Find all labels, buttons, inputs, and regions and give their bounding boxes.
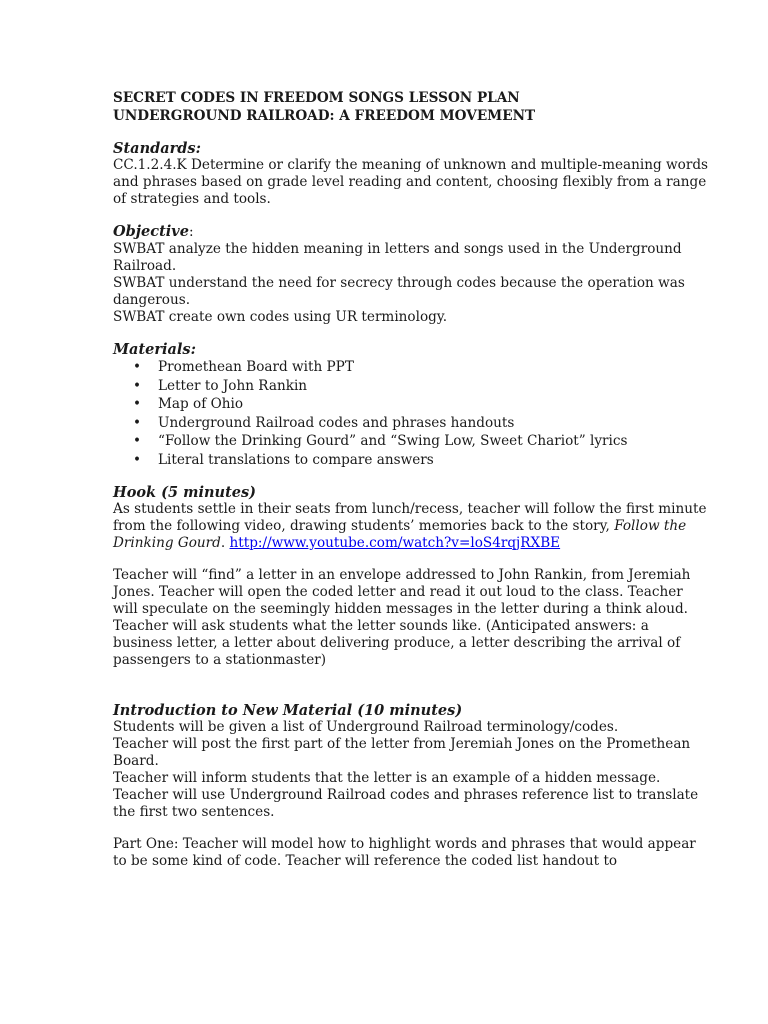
intro-section (113, 702, 708, 870)
bullet-icon: • (133, 377, 142, 394)
objective-heading: Objective (113, 223, 189, 240)
hook-paragraph-2: Teacher will “find” a letter in an envelope addressed to John Rankin, from Jeremiah Jones. Teacher will open the coded letter and read it out loud to the class. Teacher will speculate on the seemingly hidden messages in the letter during a think aloud. (113, 567, 691, 617)
hook-heading: Hook (5 minutes) (113, 484, 257, 501)
intro-heading: Introduction to New Material (10 minutes) (113, 702, 463, 719)
list-item (113, 395, 708, 414)
intro-line: Teacher will inform students that the letter is an example of a hidden message. (113, 770, 661, 786)
list-item (113, 414, 708, 433)
title-line-1: SECRET CODES IN FREEDOM SONGS LESSON PLAN (113, 90, 520, 106)
list-item (113, 377, 708, 396)
list-item (113, 451, 708, 470)
list-item-text: Underground Railroad codes and phrases handouts (158, 414, 515, 431)
bullet-icon: • (133, 433, 142, 449)
intro-line: Teacher will post the first part of the letter from Jeremiah Jones on the Promethean Board. (113, 736, 691, 769)
intro-line: Teacher will use Underground Railroad codes and phrases reference list to translate the first two sentences. (113, 787, 699, 820)
materials-section (113, 341, 708, 469)
objective-line: SWBAT create own codes using UR terminology. (113, 309, 448, 325)
standards-section (113, 140, 708, 208)
materials-heading: Materials: (113, 341, 196, 358)
list-item-text: Promethean Board with PPT (158, 359, 354, 375)
story-title: Follow the Drinking Gourd (113, 518, 687, 551)
hook-section (113, 484, 708, 669)
objective-line: SWBAT understand the need for secrecy through codes because the operation was dangerous. (113, 275, 685, 308)
story-title-period: . (220, 535, 226, 551)
materials-list (113, 358, 708, 469)
objective-section (113, 223, 708, 326)
standards-heading: Standards: (113, 140, 201, 157)
hook-paragraph-1-text: As students settle in their seats from lunch/recess, teacher will follow the first minute from the following video, drawing students’ memories back to the story, (113, 501, 707, 534)
list-item (113, 358, 708, 377)
intro-line: Students will be given a list of Underground Railroad terminology/codes. (113, 719, 619, 735)
bullet-icon: • (133, 396, 142, 412)
bullet-icon: • (133, 414, 142, 431)
objective-heading-colon: : (188, 224, 194, 240)
list-item-text: “Follow the Drinking Gourd” and “Swing Low, Sweet Chariot” lyrics (158, 433, 628, 449)
bullet-icon: • (133, 451, 142, 468)
part-one-paragraph: Part One: Teacher will model how to highlight words and phrases that would appear to be some kind of code. Teacher will reference the coded list handout to (113, 836, 696, 869)
hook-paragraph-3: Teacher will ask students what the letter sounds like. (Anticipated answers: a business letter, a letter about delivering produce, a letter describing the arrival of passengers to a stationmaster) (113, 618, 681, 668)
list-item (113, 432, 708, 451)
standards-text: CC.1.2.4.K Determine or clarify the meaning of unknown and multiple-meaning words and phrases based on grade level reading and content, choosing flexibly from a range of strategies and tools. (113, 157, 709, 207)
objective-line: SWBAT analyze the hidden meaning in letters and songs used in the Underground Railroad. (113, 241, 682, 274)
title-line-2: UNDERGROUND RAILROAD: A FREEDOM MOVEMENT (113, 108, 536, 124)
bullet-icon: • (133, 359, 142, 375)
list-item-text: Literal translations to compare answers (158, 451, 434, 468)
hook-paragraph-1 (113, 501, 708, 552)
video-link[interactable]: http://www.youtube.com/watch?v=loS4rqjRXBE (229, 535, 561, 551)
document-title (113, 89, 708, 125)
list-item-text: Letter to John Rankin (158, 377, 308, 394)
list-item-text: Map of Ohio (158, 396, 244, 412)
objective-heading-row (113, 223, 708, 241)
